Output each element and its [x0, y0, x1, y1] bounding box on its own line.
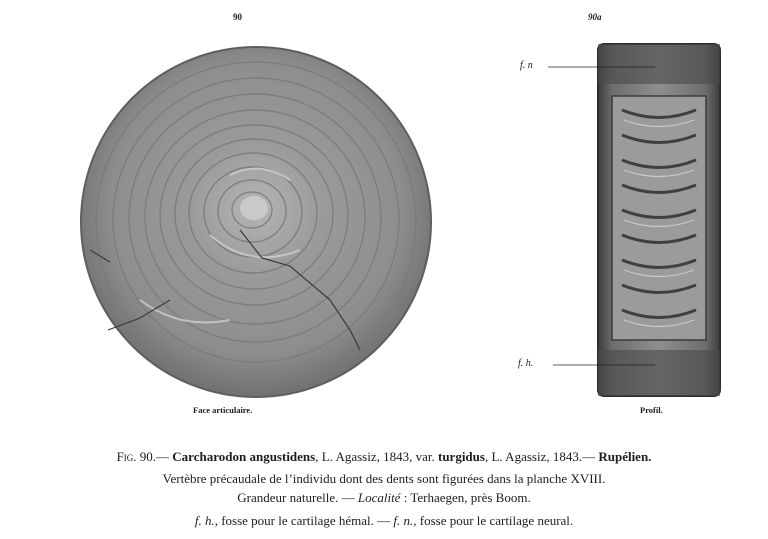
caption-line3-a: Grandeur naturelle. —: [237, 490, 358, 505]
caption-line4-b: , fosse pour le cartilage hémal. —: [214, 513, 394, 528]
caption-species: Carcharodon angustidens: [172, 449, 316, 464]
caption-fig-prefix: Fig. 90.—: [116, 449, 170, 464]
caption-line-1: [0, 447, 768, 466]
caption-articular-face: Face articulaire.: [193, 405, 253, 415]
vertebra-profile: [598, 44, 720, 396]
caption-line4-a: f. h.: [194, 513, 215, 528]
caption-line3-c: : Terhaegen, près Boom.: [400, 490, 531, 505]
caption-line-4: [0, 511, 768, 530]
caption-line3-b: Localité: [357, 490, 401, 505]
caption-author1: , L. Agassiz, 1843, var.: [315, 449, 438, 464]
caption-stage: Rupélien.: [598, 449, 652, 464]
caption-line-2: Vertèbre précaudale de l’individu dont des dents sont figurées dans la planche XVIII.: [162, 471, 606, 486]
label-fh: f. h.: [518, 358, 534, 369]
figure-number-left: 90: [233, 12, 242, 22]
caption-profile: Profil.: [640, 405, 663, 415]
caption-author2: , L. Agassiz, 1843.—: [484, 449, 599, 464]
caption-variety: turgidus: [437, 449, 485, 464]
caption-line4-d: , fosse pour le cartilage neural.: [413, 513, 574, 528]
caption-line4-c: f. n.: [393, 513, 414, 528]
caption-line-3: [0, 488, 768, 507]
vertebra-articular-face: [81, 47, 431, 397]
figure-number-right: 90a: [588, 12, 602, 22]
label-fn: f. n: [520, 60, 533, 71]
